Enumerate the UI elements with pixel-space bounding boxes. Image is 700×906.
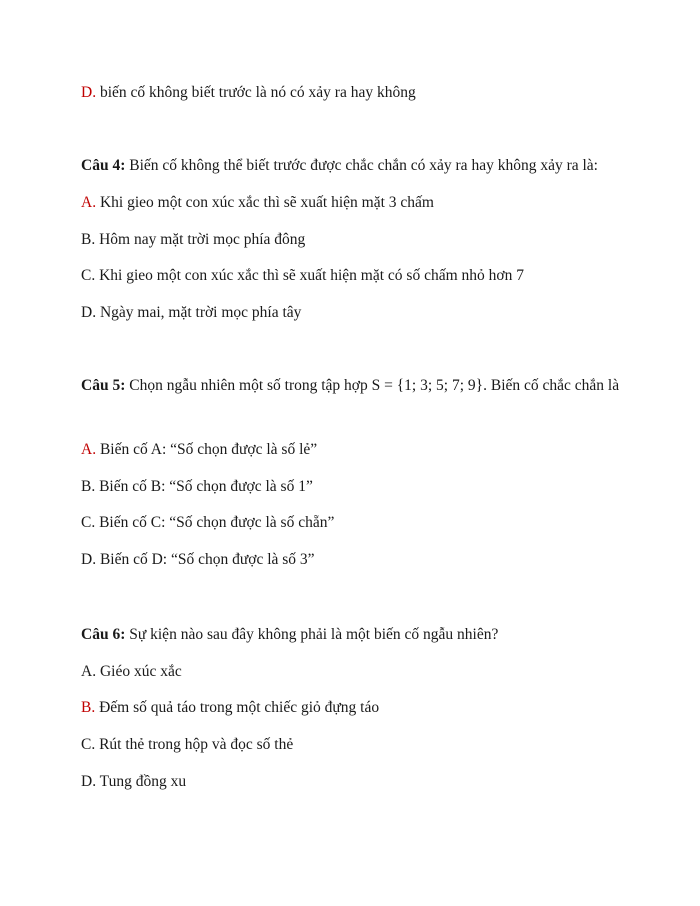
question-6-option-d	[81, 771, 641, 793]
question-number: Câu 4:	[81, 157, 126, 174]
option-text: Khi gieo một con xúc xắc thì sẽ xuất hiện mặt 3 chấm	[96, 194, 434, 211]
question-4-option-a	[81, 192, 641, 214]
question-4-option-b	[81, 229, 641, 251]
option-label: A.	[81, 441, 97, 458]
option-text: Biến cố A: “Số chọn được là số lẻ”	[96, 441, 318, 458]
option-label: D.	[81, 304, 97, 321]
option-label: B.	[81, 478, 96, 495]
question-5-option-a	[81, 439, 641, 461]
option-text: Khi gieo một con xúc xắc thì sẽ xuất hiện mặt có số chấm nhỏ hơn 7	[95, 267, 524, 284]
question-text: Chọn ngẫu nhiên một số trong tập hợp S = {1; 3; 5; 7; 9}. Biến cố chắc chắn là	[125, 377, 620, 394]
option-text: Biến cố C: “Số chọn được là số chẵn”	[95, 514, 335, 531]
option-label: D.	[81, 84, 97, 101]
option-text: biến cố không biết trước là nó có xảy ra hay không	[96, 84, 416, 101]
option-label: C.	[81, 267, 96, 284]
option-text: Ngày mai, mặt trời mọc phía tây	[96, 304, 302, 321]
option-label: B.	[81, 231, 96, 248]
question-6-option-b	[81, 697, 641, 719]
option-text: Biến cố B: “Số chọn được là số 1”	[95, 478, 313, 495]
option-label: D.	[81, 773, 97, 790]
question-6-option-c	[81, 734, 641, 756]
question-5-option-c	[81, 512, 641, 534]
question-number: Câu 5:	[81, 377, 126, 394]
question-6-option-a	[81, 661, 641, 683]
carryover-option	[81, 82, 641, 104]
question-5-option-d	[81, 549, 641, 571]
option-label: B.	[81, 699, 96, 716]
question-4-option-d	[81, 302, 641, 324]
option-label: D.	[81, 551, 97, 568]
option-text: Rút thẻ trong hộp và đọc số thẻ	[95, 736, 294, 753]
question-text: Biến cố không thể biết trước được chắc chắn có xảy ra hay không xảy ra là:	[125, 157, 598, 174]
option-label: A.	[81, 194, 97, 211]
question-5-option-b	[81, 476, 641, 498]
option-label: C.	[81, 736, 96, 753]
option-text: Tung đồng xu	[96, 773, 187, 790]
option-text: Hôm nay mặt trời mọc phía đông	[95, 231, 306, 248]
option-label: C.	[81, 514, 96, 531]
question-4-option-c	[81, 265, 641, 287]
question-5-stem	[81, 373, 621, 399]
question-number: Câu 6:	[81, 626, 126, 643]
question-4-stem	[81, 155, 641, 177]
option-text: Giéo xúc xắc	[96, 663, 182, 680]
question-6-stem	[81, 624, 641, 646]
option-text: Đếm số quả táo trong một chiếc giỏ đựng táo	[95, 699, 380, 716]
option-text: Biến cố D: “Số chọn được là số 3”	[96, 551, 315, 568]
question-text: Sự kiện nào sau đây không phải là một biến cố ngẫu nhiên?	[125, 626, 499, 643]
option-label: A.	[81, 663, 97, 680]
